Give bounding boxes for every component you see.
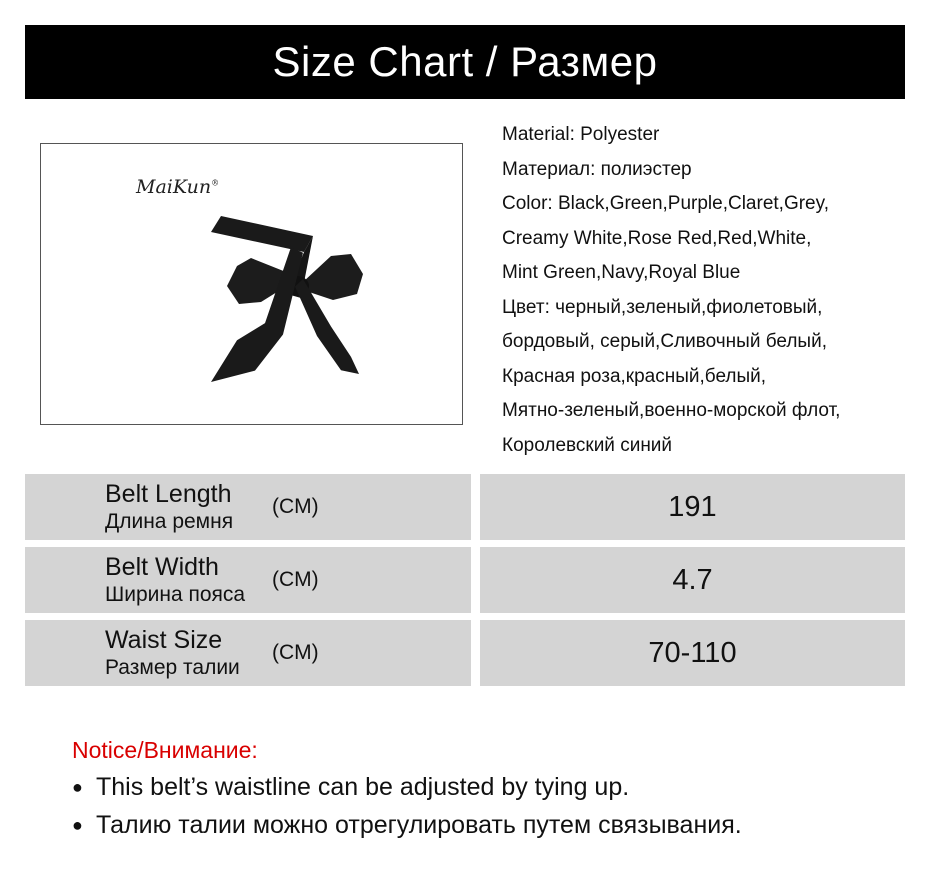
info-color-ru-2: бордовый, серый,Сливочный белый, xyxy=(502,331,827,352)
bullet-icon: ● xyxy=(72,777,83,797)
row-label-cell xyxy=(25,474,471,540)
label-en: Waist Size xyxy=(105,626,223,654)
page-title: Size Chart / Размер xyxy=(272,38,658,85)
row-label-cell xyxy=(25,620,471,686)
row-value: 70-110 xyxy=(648,636,737,669)
label-en: Belt Length xyxy=(105,480,232,508)
bullet-icon: ● xyxy=(72,815,83,835)
info-color-en-1: Color: Black,Green,Purple,Claret,Grey, xyxy=(502,193,829,214)
product-info xyxy=(502,118,912,463)
info-color-en-2: Creamy White,Rose Red,Red,White, xyxy=(502,227,812,249)
notice-title: Notice/Внимание: xyxy=(72,737,258,763)
size-chart-header xyxy=(25,25,905,99)
product-image-frame xyxy=(40,143,463,425)
table-row-waist-size xyxy=(25,620,905,686)
row-label-cell xyxy=(25,547,471,613)
notice-text: This belt’s waistline can be adjusted by tying up. xyxy=(96,773,630,801)
row-value-cell xyxy=(480,547,905,613)
row-value: 191 xyxy=(668,490,717,523)
brand-name: MaiKun xyxy=(136,176,212,198)
info-color-ru-4: Мятно-зеленый,военно-морской флот, xyxy=(502,400,841,421)
info-material-en: Material: Polyester xyxy=(502,124,660,145)
notice-item xyxy=(72,773,629,802)
belt-bow-image xyxy=(191,194,391,394)
info-color-en-3: Mint Green,Navy,Royal Blue xyxy=(502,262,741,283)
row-value: 4.7 xyxy=(672,563,713,596)
label-en: Belt Width xyxy=(105,553,219,581)
registered-mark: ® xyxy=(211,178,220,188)
row-value-cell xyxy=(480,620,905,686)
notice-text: Талию талии можно отрегулировать путем связывания. xyxy=(96,811,742,839)
notice-item xyxy=(72,811,742,840)
unit-label: (CM) xyxy=(272,568,319,591)
table-row-belt-width xyxy=(25,547,905,613)
label-ru: Длина ремня xyxy=(105,510,234,533)
info-material-ru: Материал: полиэстер xyxy=(502,158,692,180)
unit-label: (CM) xyxy=(272,641,319,664)
table-row-belt-length xyxy=(25,474,905,540)
info-color-ru-5: Королевский синий xyxy=(502,434,673,456)
label-ru: Ширина пояса xyxy=(105,583,246,606)
info-color-ru-1: Цвет: черный,зеленый,фиолетовый, xyxy=(502,296,823,318)
unit-label: (CM) xyxy=(272,495,319,518)
info-color-ru-3: Красная роза,красный,белый, xyxy=(502,365,767,387)
label-ru: Размер талии xyxy=(105,656,240,679)
row-value-cell xyxy=(480,474,905,540)
